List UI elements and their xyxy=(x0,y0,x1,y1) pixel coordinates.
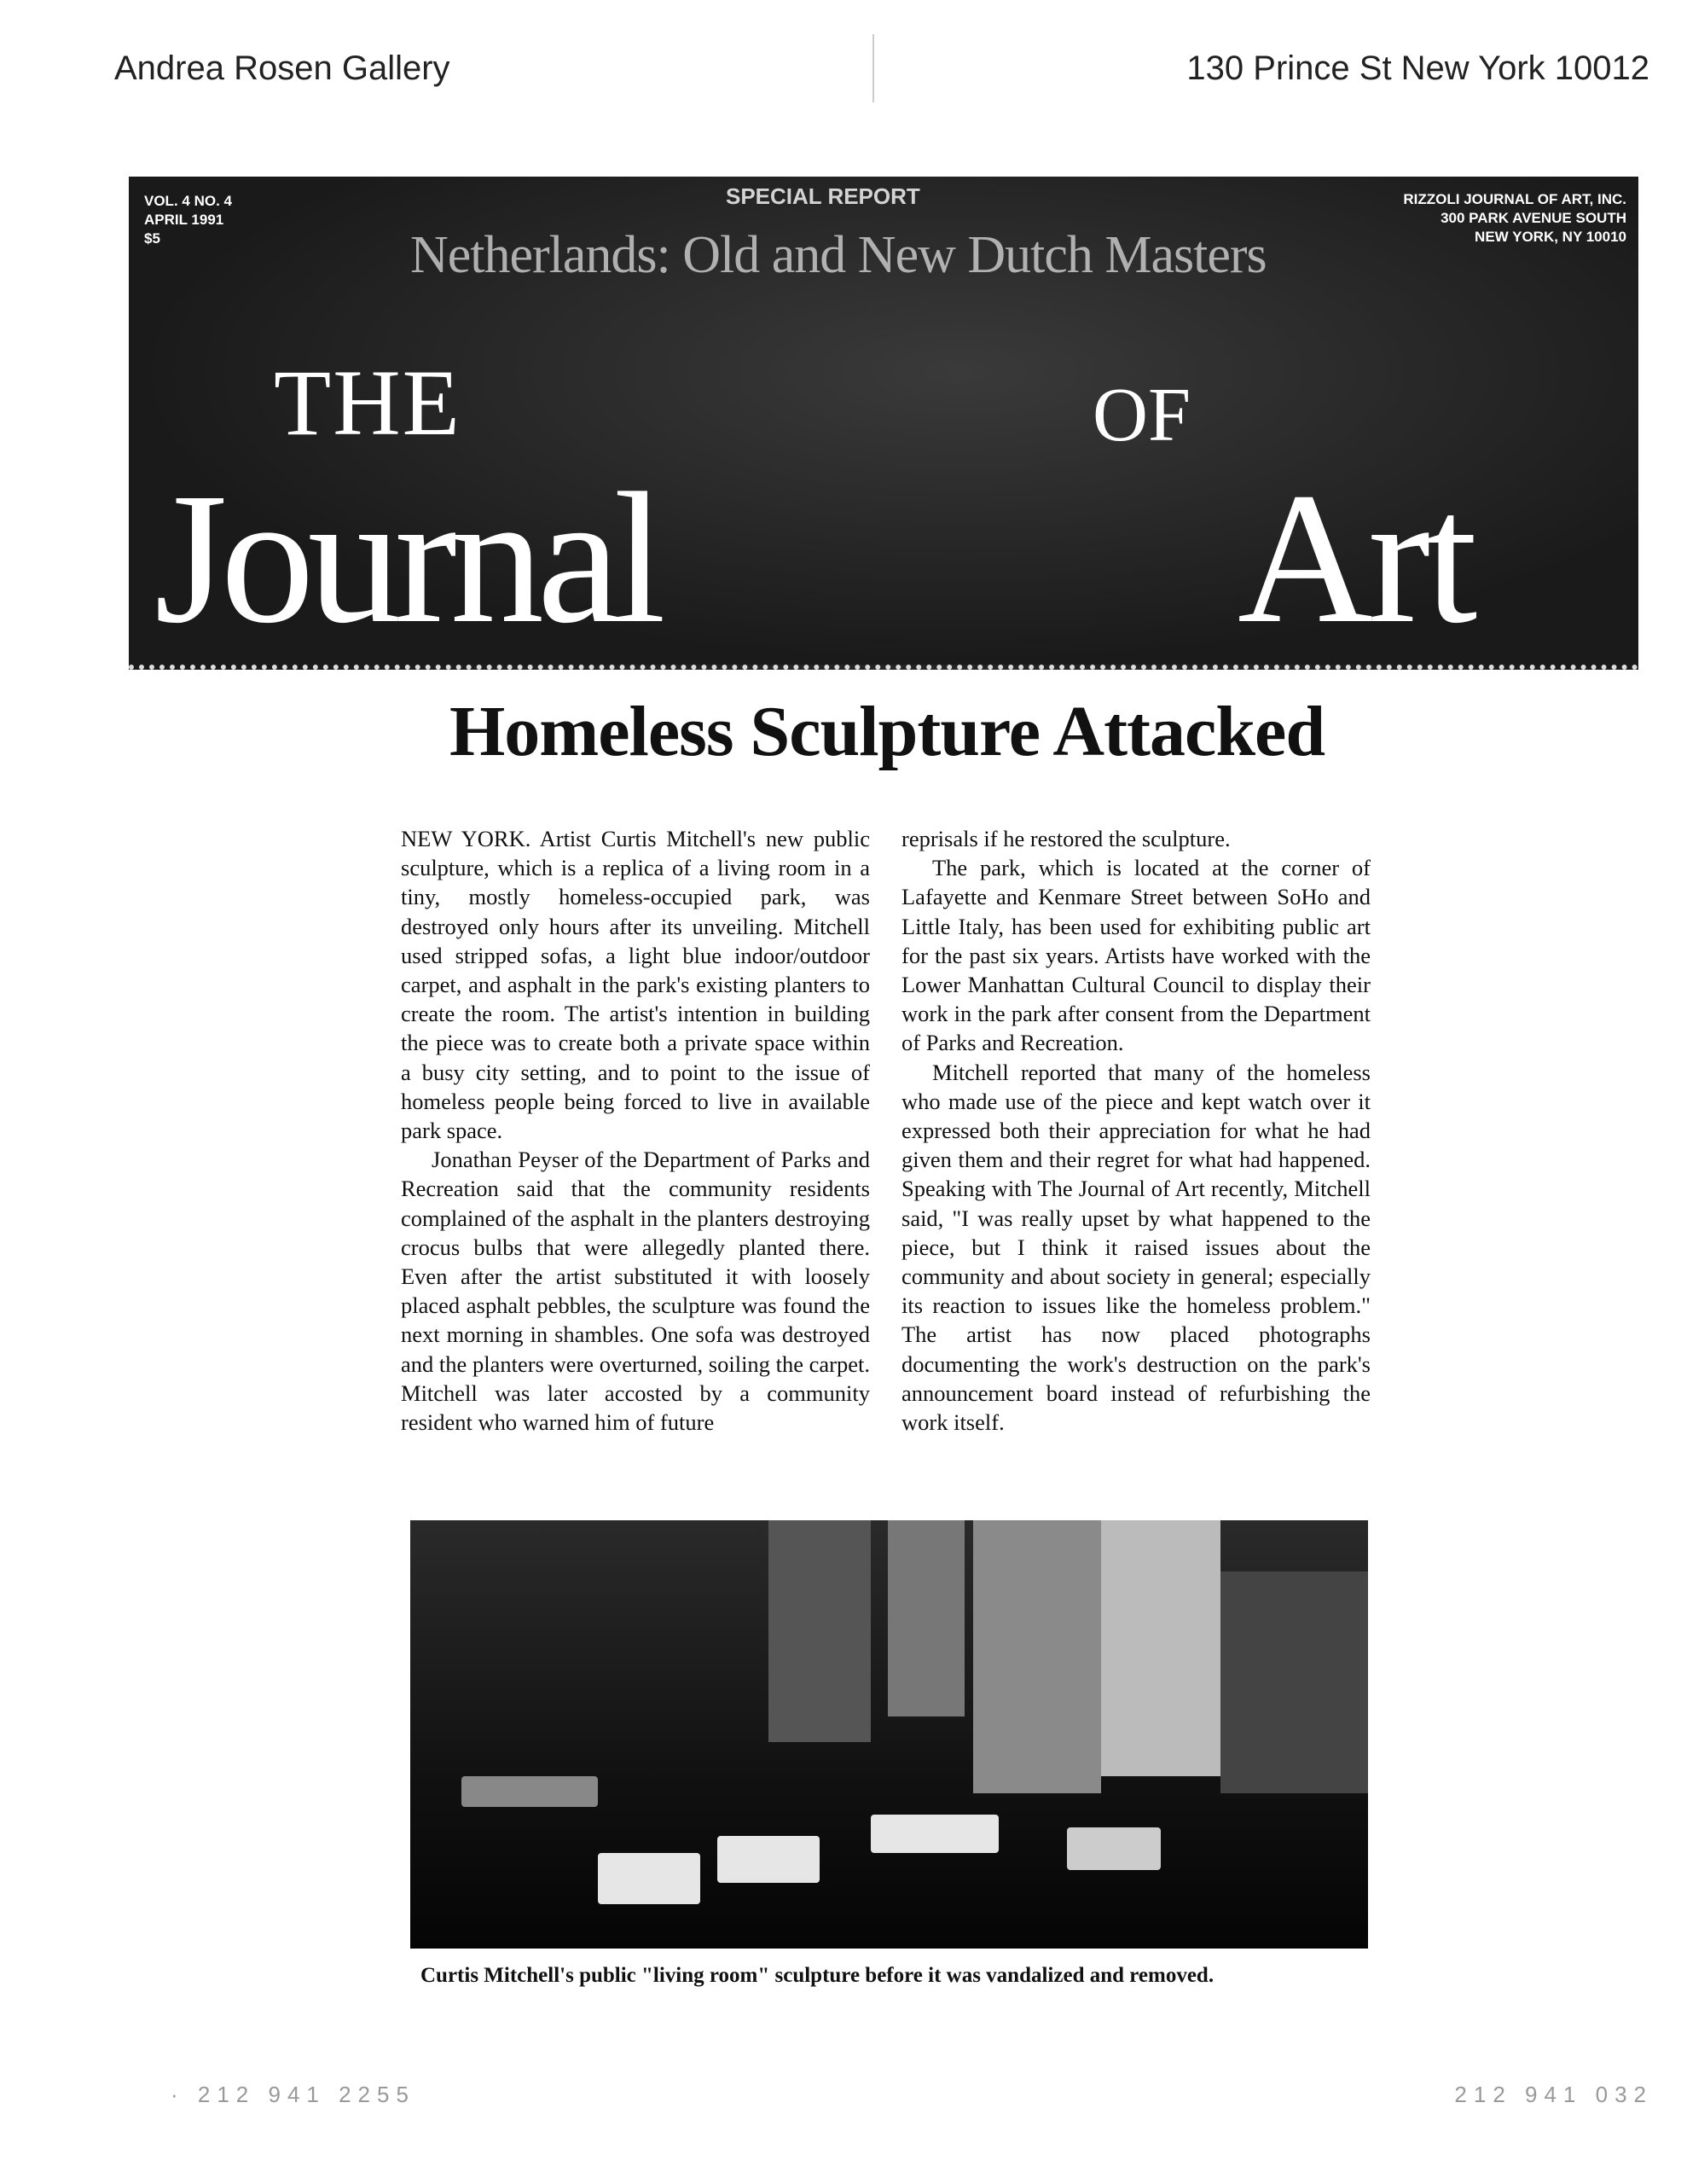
gallery-name: Andrea Rosen Gallery xyxy=(114,49,450,87)
issue-volume: VOL. 4 NO. 4 xyxy=(144,193,232,209)
masthead-of: OF xyxy=(1093,373,1191,457)
cover-feature: Netherlands: Old and New Dutch Masters xyxy=(410,226,1267,284)
article-column-left xyxy=(401,824,870,1437)
article-headline: Homeless Sculpture Attacked xyxy=(449,692,1325,771)
paragraph: Jonathan Peyser of the Department of Parks and Recreation said that the community residents complained of the asphalt in the planters destroying crocus bulbs that were allegedly planted there. Even after the artist substituted it with loosely placed asphalt pebbles, the sculpture was found the next morning in shambles. One sofa was destroyed and the planters were overturned, soiling the carpet. Mitchell was later accosted by a community resident who warned him of future xyxy=(401,1147,870,1436)
article-column-right xyxy=(901,824,1371,1437)
issue-info xyxy=(144,192,232,248)
publisher-city: NEW YORK, NY 10010 xyxy=(1475,229,1626,245)
issue-price: $5 xyxy=(144,230,160,247)
publisher-name: RIZZOLI JOURNAL OF ART, INC. xyxy=(1403,191,1626,207)
paragraph: reprisals if he restored the sculpture. xyxy=(901,826,1231,851)
gallery-address: 130 Prince St New York 10012 xyxy=(1186,49,1649,87)
masthead-journal: Journal xyxy=(154,454,659,662)
masthead-the: THE xyxy=(274,351,461,455)
publisher-info xyxy=(1403,190,1626,247)
paragraph: Mitchell reported that many of the homeless who made use of the piece and kept watch over it expressed both their appreciation for what he had given them and their regret for what had happened. Speaking with The Journal of Art recently, Mitchell said, "I was really upset by what happened to the piece, but I think it raised issues about the community and about society in general; especially its reaction to issues like the homeless problem." The artist has now placed photographs documenting the work's destruction on the park's announcement board instead of refurbishing the work itself. xyxy=(901,1059,1371,1436)
fax-number-right: 212 941 032 xyxy=(1454,2082,1653,2107)
paragraph: The park, which is located at the corner of Lafayette and Kenmare Street between SoHo and Little Italy, has been used for exhibiting public art for the past six years. Artists have worked with the Lower Manhattan Cultural Council to display their work in the park after consent from the Department of Parks and Recreation. xyxy=(901,855,1371,1056)
photo-caption: Curtis Mitchell's public "living room" sculpture before it was vandalized and removed. xyxy=(420,1964,1215,1987)
sculpture-photo xyxy=(410,1520,1368,1949)
special-report-label: SPECIAL REPORT xyxy=(726,183,920,209)
masthead-art: Art xyxy=(1238,454,1473,662)
divider xyxy=(872,34,874,102)
publisher-street: 300 PARK AVENUE SOUTH xyxy=(1441,210,1626,226)
issue-date: APRIL 1991 xyxy=(144,212,224,228)
fax-number-left: · 212 941 2255 xyxy=(171,2082,415,2107)
masthead xyxy=(129,177,1638,670)
paragraph: NEW YORK. Artist Curtis Mitchell's new public sculpture, which is a replica of a living room in a tiny, mostly homeless-occupied park, was destroyed only hours after its unveiling. Mitchell used stripped sofas, a light blue indoor/outdoor carpet, and asphalt in the park's existing planters to create the room. The artist's intention in building the piece was to create both a private space within a busy city setting, and to point to the issue of homeless people being forced to live in available park space. xyxy=(401,826,870,1144)
